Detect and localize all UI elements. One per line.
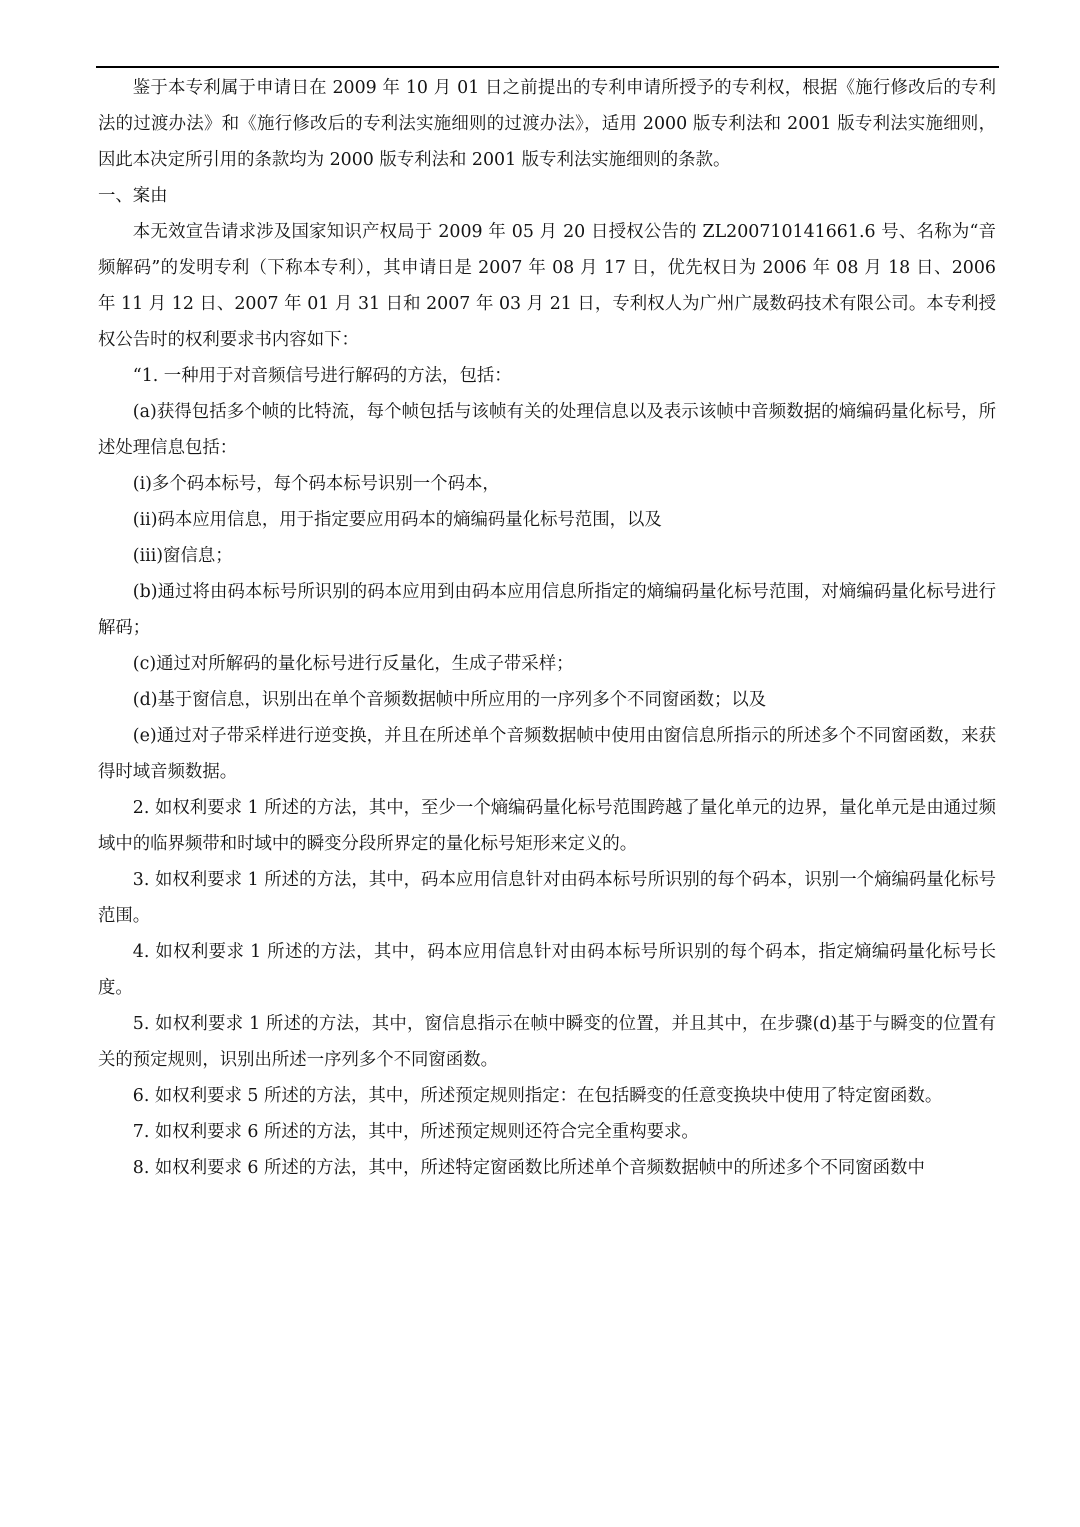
paragraph-transition-note: 鉴于本专利属于申请日在 2009 年 10 月 01 日之前提出的专利申请所授予的专利权，根据《施行修改后的专利法的过渡办法》和《施行修改后的专利法实施细则的过渡办法》，适用 2000 版专利法和 2001 版专利法实施细则，因此本决定所引用的条款均为 2000 版专利法和 2001 版专利法实施细则的条款。 xyxy=(98,78,996,170)
claim-1-item-iii: (iii)窗信息； xyxy=(132,546,233,566)
claim-1-step-a: (a)获得包括多个帧的比特流，每个帧包括与该帧有关的处理信息以及表示该帧中音频数据的熵编码量化标号，所述处理信息包括： xyxy=(98,402,996,458)
claim-1-item-i: (i)多个码本标号，每个码本标号识别一个码本， xyxy=(132,474,500,494)
section-heading-case: 一、案由 xyxy=(98,186,168,206)
claim-1-item-ii: (ii)码本应用信息，用于指定要应用码本的熵编码量化标号范围，以及 xyxy=(132,510,662,530)
claim-1-step-d: (d)基于窗信息，识别出在单个音频数据帧中所应用的一序列多个不同窗函数；以及 xyxy=(132,690,767,710)
claim-1-step-e: (e)通过对子带采样进行逆变换，并且在所述单个音频数据帧中使用由窗信息所指示的所述多个不同窗函数，来获得时域音频数据。 xyxy=(98,726,996,782)
claim-1-intro: “1. 一种用于对音频信号进行解码的方法，包括： xyxy=(132,366,512,386)
claim-6: 6. 如权利要求 5 所述的方法，其中，所述预定规则指定：在包括瞬变的任意变换块中使用了特定窗函数。 xyxy=(132,1086,943,1106)
claim-4: 4. 如权利要求 1 所述的方法，其中，码本应用信息针对由码本标号所识别的每个码本，指定熵编码量化标号长度。 xyxy=(98,942,996,998)
claim-1-step-b: (b)通过将由码本标号所识别的码本应用到由码本应用信息所指定的熵编码量化标号范围，对熵编码量化标号进行解码； xyxy=(98,582,996,638)
claim-7: 7. 如权利要求 6 所述的方法，其中，所述预定规则还符合完全重构要求。 xyxy=(132,1122,699,1142)
paragraph-case-description: 本无效宣告请求涉及国家知识产权局于 2009 年 05 月 20 日授权公告的 ZL200710141661.6 号、名称为“音频解码”的发明专利（下称本专利），其申请日是 2007 年 08 月 17 日，优先权日为 2006 年 08 月 18 日、2006 年 11 月 12 日、2007 年 01 月 31 日和 2007 年 03 月 21 日，专利权人为广州广晟数码技术有限公司。本专利授权公告时的权利要求书内容如下： xyxy=(98,222,996,350)
claim-8: 8. 如权利要求 6 所述的方法，其中，所述特定窗函数比所述单个音频数据帧中的所述多个不同窗函数中 xyxy=(132,1158,925,1178)
claim-1-step-c: (c)通过对所解码的量化标号进行反量化，生成子带采样； xyxy=(132,654,574,674)
claim-2: 2. 如权利要求 1 所述的方法，其中，至少一个熵编码量化标号范围跨越了量化单元的边界，量化单元是由通过频域中的临界频带和时域中的瞬变分段所界定的量化标号矩形来定义的。 xyxy=(98,798,996,854)
claim-5: 5. 如权利要求 1 所述的方法，其中，窗信息指示在帧中瞬变的位置，并且其中，在步骤(d)基于与瞬变的位置有关的预定规则，识别出所述一序列多个不同窗函数。 xyxy=(98,1014,996,1070)
claim-3: 3. 如权利要求 1 所述的方法，其中，码本应用信息针对由码本标号所识别的每个码本，识别一个熵编码量化标号范围。 xyxy=(98,870,996,926)
header-rule xyxy=(96,66,999,68)
document-body xyxy=(98,70,996,1186)
